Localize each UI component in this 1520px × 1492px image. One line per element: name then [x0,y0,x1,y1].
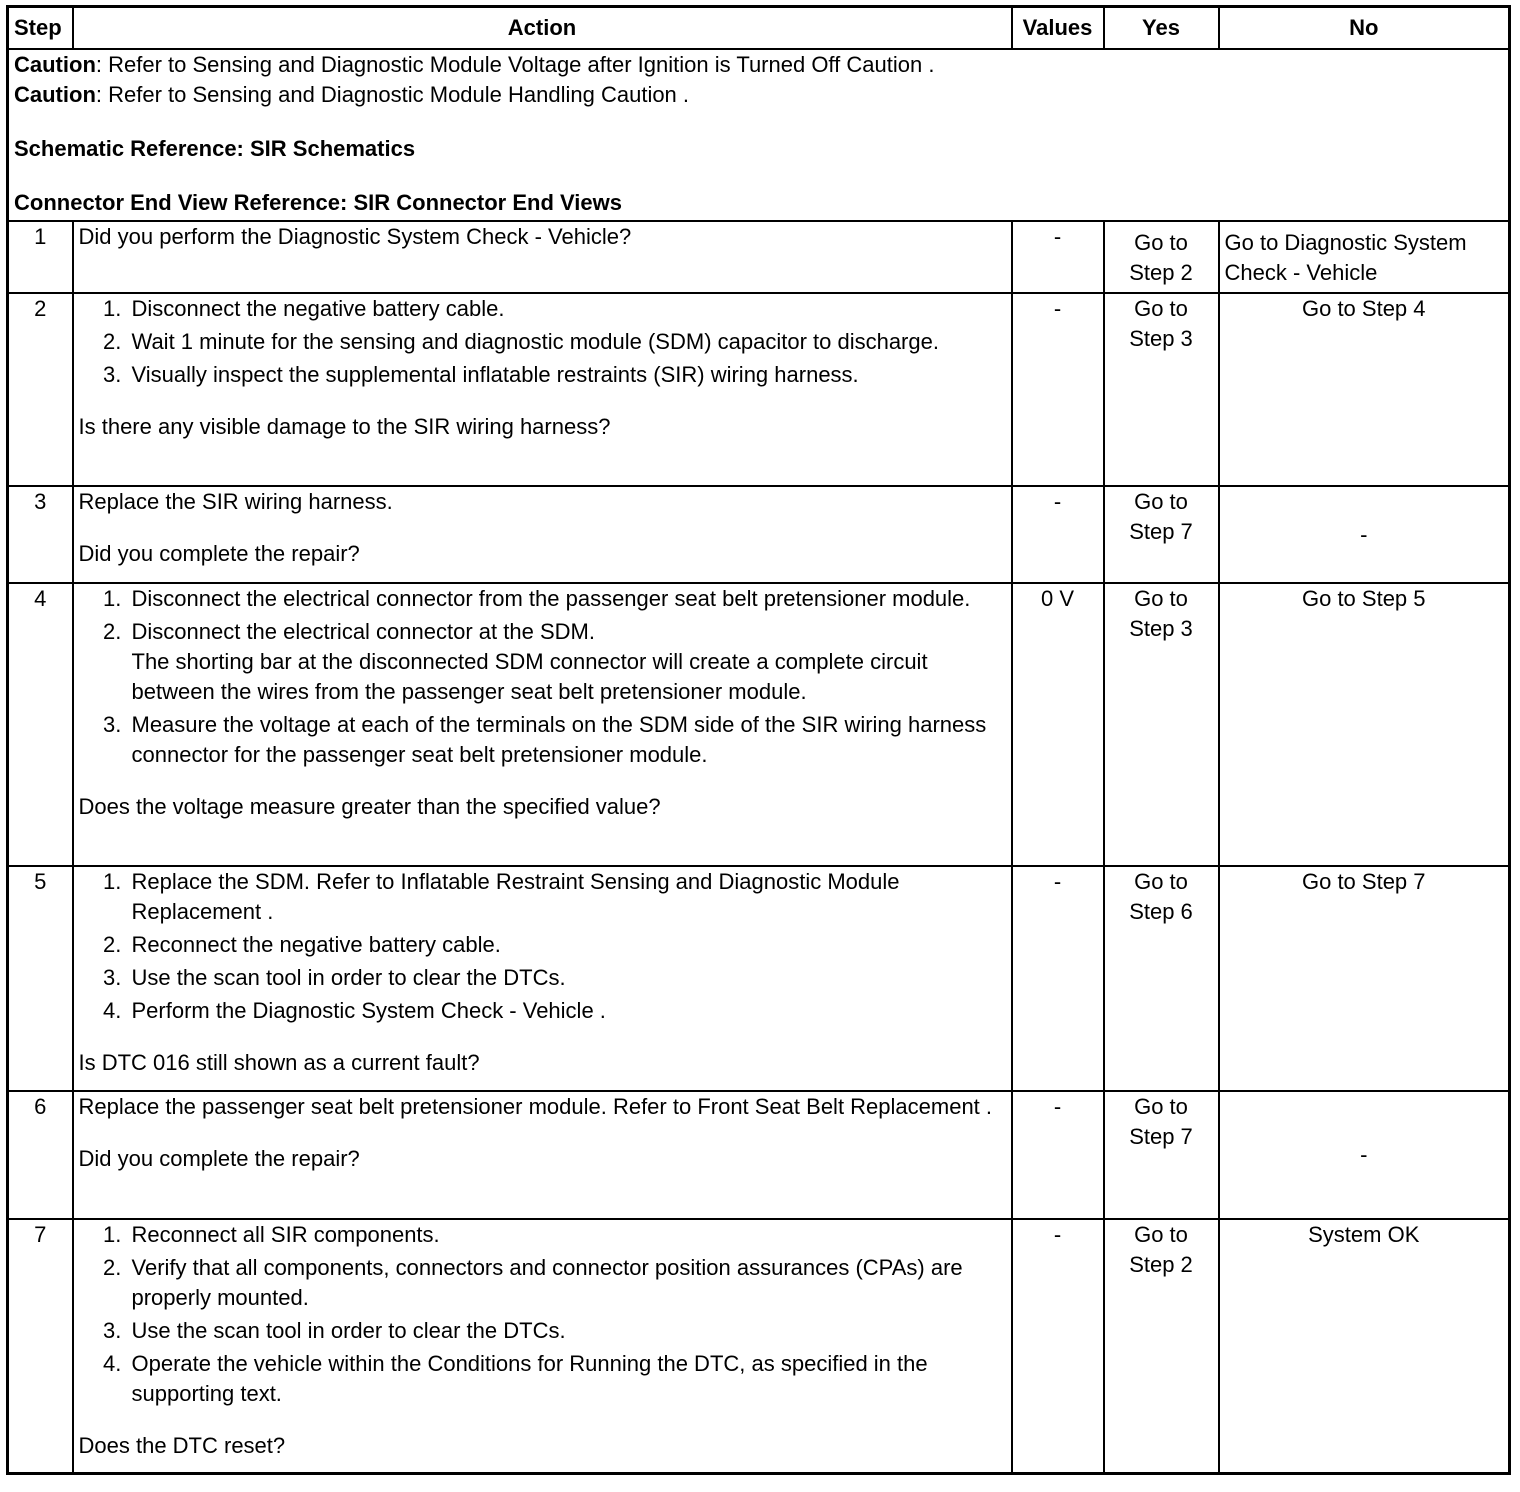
action-list [79,1220,1006,1409]
action-list [79,294,1006,390]
yes-text-line: Step 3 [1129,616,1193,641]
table-row [8,486,1510,583]
header-row [8,7,1510,50]
yes-text-line: Go to [1134,869,1188,894]
header-yes: Yes [1104,7,1219,50]
header-step: Step [8,7,73,50]
step-number: 4 [8,583,73,866]
schematic-reference: Schematic Reference: SIR Schematics [14,136,416,161]
value-cell: - [1012,1091,1104,1219]
yes-cell [1104,221,1219,293]
value-cell: - [1012,293,1104,486]
yes-cell [1104,1091,1219,1219]
yes-cell [1104,866,1219,1091]
step-number: 5 [8,866,73,1091]
caution-label: Caution [14,82,96,107]
action-question: Does the DTC reset? [78,1433,286,1458]
action-question: Is there any visible damage to the SIR wiring harness? [78,414,611,439]
table-row [8,1091,1510,1219]
yes-text-line: Step 3 [1129,326,1193,351]
yes-cell [1104,293,1219,486]
action-cell [73,583,1012,866]
yes-text-line: Go to [1134,1094,1188,1119]
action-list [79,584,1006,770]
table-row [8,866,1510,1091]
yes-text-line: Go to [1134,489,1188,514]
table-row [8,1219,1510,1473]
action-text: Did you perform the Diagnostic System Check - Vehicle? [78,224,632,249]
no-cell: - [1219,486,1510,583]
action-cell [73,486,1012,583]
list-item: 4. Perform the Diagnostic System Check - Vehicle . [128,996,1006,1026]
value-cell: - [1012,1219,1104,1473]
action-question: Did you complete the repair? [78,1146,360,1171]
header-no: No [1219,7,1510,50]
list-item: 4. Operate the vehicle within the Conditions for Running the DTC, as specified in the supporting text. [128,1349,1006,1409]
caution-label: Caution [14,52,96,77]
action-question: Did you complete the repair? [78,541,360,566]
yes-text-line: Step 7 [1129,1124,1193,1149]
yes-text-line: Go to [1134,230,1188,255]
value-cell: 0 V [1012,583,1104,866]
step-number: 2 [8,293,73,486]
no-cell: Go to Step 7 [1219,866,1510,1091]
step-number: 7 [8,1219,73,1473]
yes-cell [1104,1219,1219,1473]
step-number: 6 [8,1091,73,1219]
step-number: 3 [8,486,73,583]
no-cell: Go to Diagnostic System Check - Vehicle [1219,221,1510,293]
list-item: 1. Disconnect the negative battery cable. [128,294,1006,324]
list-item: 1. Replace the SDM. Refer to Inflatable Restraint Sensing and Diagnostic Module Replacement . [128,867,1006,927]
yes-text-line: Step 2 [1129,260,1193,285]
table-row [8,583,1510,866]
action-list [79,867,1006,1026]
action-question: Is DTC 016 still shown as a current fault? [78,1050,480,1075]
yes-text-line: Step 7 [1129,519,1193,544]
diagnostic-table [6,5,1511,1475]
action-cell [73,866,1012,1091]
caution-1 [14,50,1503,80]
connector-end-view-reference: Connector End View Reference: SIR Connector End Views [14,190,622,215]
table-row [8,293,1510,486]
action-text: Replace the SIR wiring harness. [78,489,393,514]
list-item [128,617,1006,707]
action-cell [73,293,1012,486]
no-cell: System OK [1219,1219,1510,1473]
header-values: Values [1012,7,1104,50]
yes-cell [1104,486,1219,583]
value-cell: - [1012,221,1104,293]
list-item: 1. Disconnect the electrical connector from the passenger seat belt pretensioner module. [128,584,1006,614]
yes-text-line: Go to [1134,1222,1188,1247]
list-item-note: The shorting bar at the disconnected SDM connector will create a complete circuit between the wires from the passenger seat belt pretensioner module. [131,649,928,704]
list-item: 2. Reconnect the negative battery cable. [128,930,1006,960]
action-question: Does the voltage measure greater than the specified value? [78,794,661,819]
no-cell: Go to Step 5 [1219,583,1510,866]
table-row [8,221,1510,293]
caution-text: : Refer to Sensing and Diagnostic Module Handling Caution . [95,82,690,107]
action-cell [73,1091,1012,1219]
value-cell: - [1012,866,1104,1091]
diagnostic-document [6,5,1511,1475]
list-item: 2. Wait 1 minute for the sensing and diagnostic module (SDM) capacitor to discharge. [128,327,1006,357]
action-cell [73,1219,1012,1473]
caution-text: : Refer to Sensing and Diagnostic Module Voltage after Ignition is Turned Off Caution . [95,52,935,77]
list-item: 3. Measure the voltage at each of the terminals on the SDM side of the SIR wiring harness connector for the passenger seat belt pretensioner module. [128,710,1006,770]
intro-cell [8,49,1510,221]
list-item: 3. Use the scan tool in order to clear the DTCs. [128,963,1006,993]
list-item: 2. Verify that all components, connectors and connector position assurances (CPAs) are properly mounted. [128,1253,1006,1313]
intro-row [8,49,1510,221]
yes-text-line: Step 6 [1129,899,1193,924]
list-item: 1. Reconnect all SIR components. [128,1220,1006,1250]
yes-text-line: Step 2 [1129,1252,1193,1277]
list-item: 3. Use the scan tool in order to clear the DTCs. [128,1316,1006,1346]
yes-cell [1104,583,1219,866]
list-item: 3. Visually inspect the supplemental inflatable restraints (SIR) wiring harness. [128,360,1006,390]
no-cell: Go to Step 4 [1219,293,1510,486]
action-cell [73,221,1012,293]
list-item-text: 2. Disconnect the electrical connector at the SDM. [131,619,595,644]
yes-text-line: Go to [1134,586,1188,611]
caution-2 [14,80,1503,110]
value-cell: - [1012,486,1104,583]
step-number: 1 [8,221,73,293]
action-text: Replace the passenger seat belt pretensioner module. Refer to Front Seat Belt Replacement . [78,1094,993,1119]
header-action: Action [73,7,1012,50]
no-cell: - [1219,1091,1510,1219]
yes-text-line: Go to [1134,296,1188,321]
